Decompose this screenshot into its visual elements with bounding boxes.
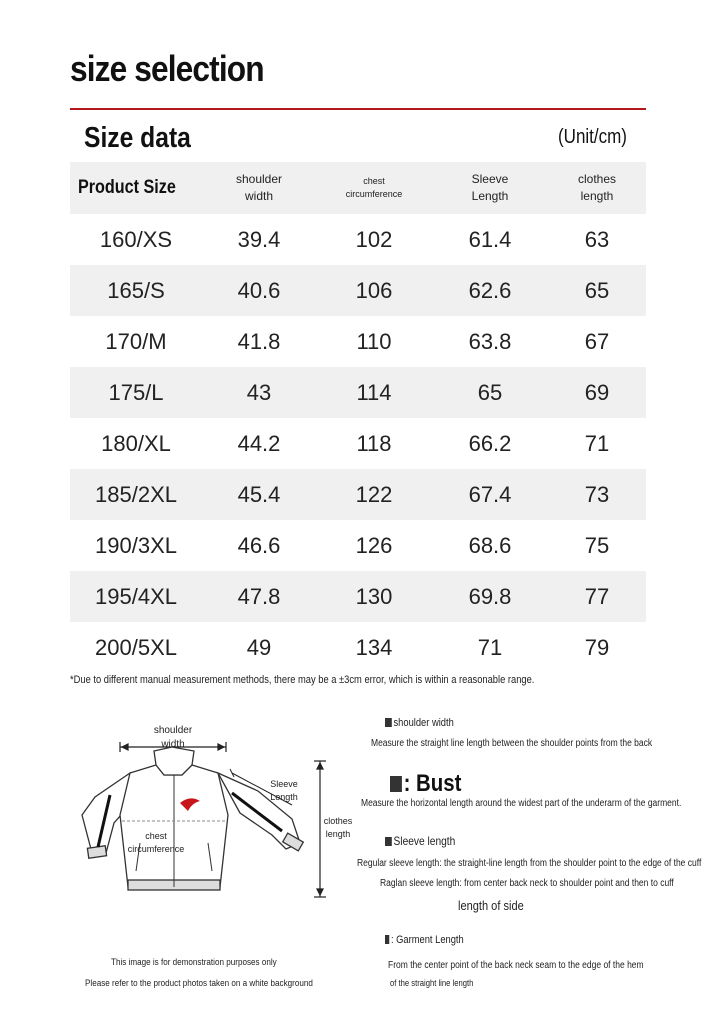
header-product-size: Product Size: [78, 177, 177, 198]
bust-title: : Bust: [390, 770, 461, 798]
garment-length-desc2: of the straight line length: [390, 978, 474, 988]
cell-length: 65: [584, 277, 610, 303]
cell-length: 73: [584, 481, 610, 507]
table-row: [70, 418, 646, 469]
cell-shoulder: 43: [246, 379, 272, 405]
cell-size: 165/S: [107, 277, 165, 303]
cell-sleeve: 67.4: [468, 481, 512, 507]
cell-shoulder: 44.2: [237, 430, 281, 456]
shoulder-width-desc: Measure the straight line length between the shoulder points from the back: [371, 738, 653, 749]
placeholder-glyph-icon: [385, 837, 392, 846]
measurement-error-note: *Due to different manual measurement methods, there may be a ±3cm error, which is within a reasonable range.: [70, 674, 535, 686]
header-clothes-length: clothes length: [577, 172, 617, 203]
sleeve-length-desc-raglan: Raglan sleeve length: from center back neck to shoulder point and then to cuff: [380, 878, 674, 889]
cell-sleeve: 63.8: [468, 328, 512, 354]
cell-length: 71: [584, 430, 610, 456]
cell-length: 75: [584, 532, 610, 558]
cell-size: 160/XS: [99, 226, 173, 252]
shoulder-width-title: shoulder width: [385, 717, 454, 729]
cell-shoulder: 41.8: [237, 328, 281, 354]
demo-note-line2: Please refer to the product photos taken on a white background: [85, 978, 313, 988]
jacket-diagram: [70, 735, 360, 910]
cell-shoulder: 39.4: [237, 226, 281, 252]
diagram-sleeve-label: Sleeve Length: [270, 779, 298, 802]
table-row: [70, 571, 646, 622]
table-row: [70, 520, 646, 571]
cell-size: 175/L: [108, 379, 164, 405]
sleeve-length-desc-regular: Regular sleeve length: the straight-line length from the shoulder point to the edge of the cuff: [357, 858, 702, 869]
cell-size: 170/M: [105, 328, 167, 354]
header-shoulder-width: shoulder width: [235, 172, 283, 203]
cell-chest: 130: [355, 583, 393, 609]
cell-chest: 118: [356, 430, 392, 456]
size-table-header: [70, 162, 646, 214]
cell-size: 180/XL: [101, 430, 171, 456]
diagram-chest-label: chest circumference: [127, 831, 185, 854]
cell-size: 200/5XL: [95, 634, 177, 660]
cell-sleeve: 69.8: [468, 583, 512, 609]
unit-label: (Unit/cm): [558, 126, 627, 148]
placeholder-glyph-icon: [390, 776, 402, 792]
cell-chest: 106: [355, 277, 393, 303]
cell-chest: 134: [355, 634, 393, 660]
header-chest-circumference: chest circumference: [345, 176, 403, 199]
cell-size: 195/4XL: [95, 583, 177, 609]
bust-desc: Measure the horizontal length around the widest part of the underarm of the garment.: [361, 798, 682, 809]
cell-length: 69: [584, 379, 610, 405]
page-title: size selection: [70, 48, 264, 89]
cell-shoulder: 47.8: [237, 583, 281, 609]
cell-shoulder: 46.6: [237, 532, 281, 558]
header-sleeve-length: Sleeve Length: [471, 172, 509, 203]
cell-sleeve: 62.6: [468, 277, 512, 303]
cell-length: 79: [584, 634, 610, 660]
cell-length: 63: [584, 226, 610, 252]
sleeve-length-title: Sleeve length: [385, 834, 455, 848]
cell-shoulder: 40.6: [237, 277, 281, 303]
size-table: [70, 162, 646, 673]
table-row: [70, 622, 646, 673]
cell-chest: 114: [356, 379, 392, 405]
placeholder-glyph-icon: [385, 718, 392, 727]
diagram-clothes-label: clothes length: [323, 816, 353, 839]
diagram-shoulder-label: shoulder width: [153, 725, 193, 750]
table-row: [70, 265, 646, 316]
garment-length-title: : Garment Length: [385, 934, 464, 946]
cell-chest: 110: [356, 328, 392, 354]
garment-length-desc1: From the center point of the back neck seam to the edge of the hem: [388, 960, 644, 971]
cell-size: 190/3XL: [95, 532, 177, 558]
cell-sleeve: 68.6: [468, 532, 512, 558]
cell-sleeve: 71: [477, 634, 503, 660]
title-divider: [70, 108, 646, 110]
cell-sleeve: 65: [477, 379, 503, 405]
cell-chest: 102: [355, 226, 393, 252]
jacket-outline: [82, 747, 303, 890]
cell-size: 185/2XL: [95, 481, 177, 507]
table-row: [70, 214, 646, 265]
cell-shoulder: 49: [246, 634, 272, 660]
placeholder-glyph-icon: [385, 935, 389, 944]
table-row: [70, 367, 646, 418]
table-row: [70, 469, 646, 520]
cell-length: 67: [584, 328, 610, 354]
cell-chest: 122: [355, 481, 393, 507]
demo-note-line1: This image is for demonstration purposes only: [111, 957, 277, 967]
side-length-title: length of side: [458, 898, 524, 913]
cell-length: 77: [584, 583, 610, 609]
cell-shoulder: 45.4: [237, 481, 281, 507]
cell-sleeve: 66.2: [468, 430, 512, 456]
table-row: [70, 316, 646, 367]
cell-chest: 126: [355, 532, 393, 558]
size-data-heading: Size data: [84, 122, 191, 154]
cell-sleeve: 61.4: [468, 226, 512, 252]
